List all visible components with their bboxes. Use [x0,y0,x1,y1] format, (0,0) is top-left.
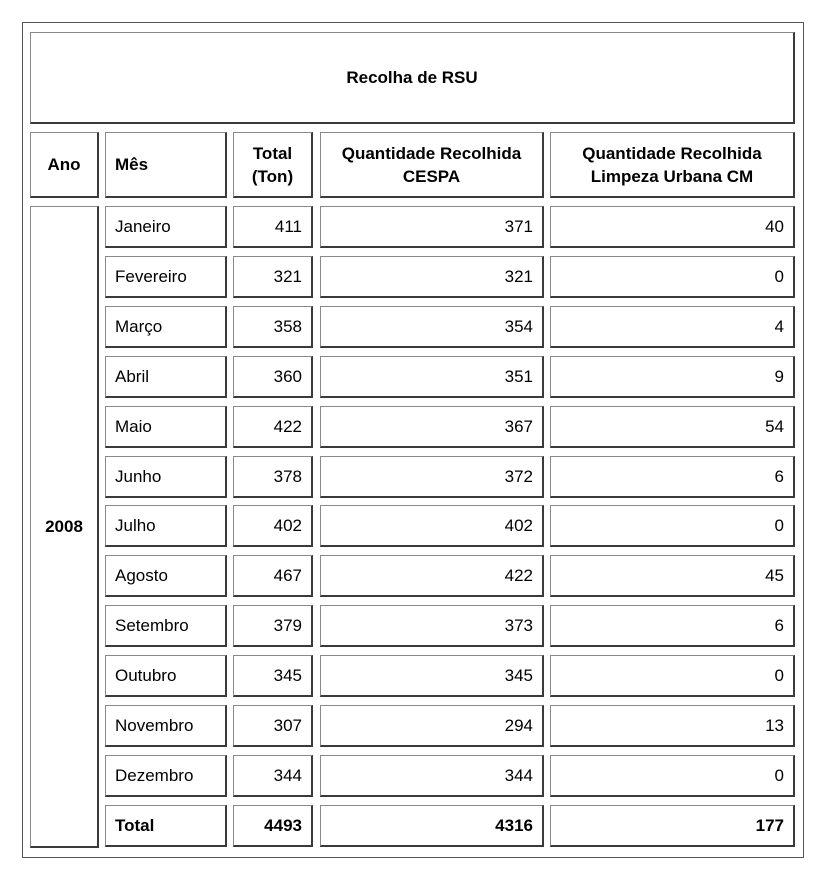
header-mes: Mês [105,132,227,198]
cell-cespa: 4316 [320,805,544,847]
cell-cespa: 422 [320,555,544,597]
cell-mes: Janeiro [105,206,227,248]
header-total [233,132,313,198]
cell-mes: Total [105,805,227,847]
cell-total: 467 [233,555,313,597]
cell-total: 345 [233,655,313,697]
cell-limpeza: 0 [550,655,795,697]
cell-mes: Março [105,306,227,348]
cell-total: 344 [233,755,313,797]
cell-cespa: 402 [320,505,544,547]
cell-mes: Dezembro [105,755,227,797]
header-limpeza [550,132,795,198]
cell-cespa: 367 [320,406,544,448]
cell-mes: Setembro [105,605,227,647]
cell-limpeza: 4 [550,306,795,348]
cell-limpeza: 0 [550,256,795,298]
cell-cespa: 321 [320,256,544,298]
cell-limpeza: 0 [550,505,795,547]
table-title: Recolha de RSU [30,32,795,124]
cell-mes: Outubro [105,655,227,697]
cell-cespa: 351 [320,356,544,398]
header-cespa-line2: CESPA [402,166,461,186]
cell-mes: Agosto [105,555,227,597]
header-total-line1: Total [252,143,293,163]
header-cespa-line1: Quantidade Recolhida [341,143,522,163]
cell-total: 307 [233,705,313,747]
header-total-line2: (Ton) [251,166,294,186]
cell-limpeza: 0 [550,755,795,797]
cell-cespa: 373 [320,605,544,647]
cell-mes: Abril [105,356,227,398]
header-cespa [320,132,544,198]
header-limpeza-line2: Limpeza Urbana CM [590,166,754,186]
cell-cespa: 344 [320,755,544,797]
cell-limpeza: 45 [550,555,795,597]
cell-total: 411 [233,206,313,248]
cell-mes: Junho [105,456,227,498]
header-limpeza-line1: Quantidade Recolhida [582,143,762,163]
cell-cespa: 354 [320,306,544,348]
header-ano: Ano [30,132,99,198]
cell-cespa: 345 [320,655,544,697]
cell-total: 422 [233,406,313,448]
cell-total: 378 [233,456,313,498]
year-cell: 2008 [30,206,99,848]
cell-total: 379 [233,605,313,647]
cell-mes: Julho [105,505,227,547]
cell-total: 358 [233,306,313,348]
cell-limpeza: 6 [550,456,795,498]
cell-total: 360 [233,356,313,398]
cell-cespa: 371 [320,206,544,248]
cell-total: 321 [233,256,313,298]
cell-total: 4493 [233,805,313,847]
cell-total: 402 [233,505,313,547]
cell-mes: Novembro [105,705,227,747]
cell-limpeza: 6 [550,605,795,647]
cell-cespa: 294 [320,705,544,747]
cell-limpeza: 54 [550,406,795,448]
cell-limpeza: 177 [550,805,795,847]
cell-limpeza: 40 [550,206,795,248]
cell-limpeza: 9 [550,356,795,398]
cell-limpeza: 13 [550,705,795,747]
cell-cespa: 372 [320,456,544,498]
cell-mes: Fevereiro [105,256,227,298]
cell-mes: Maio [105,406,227,448]
